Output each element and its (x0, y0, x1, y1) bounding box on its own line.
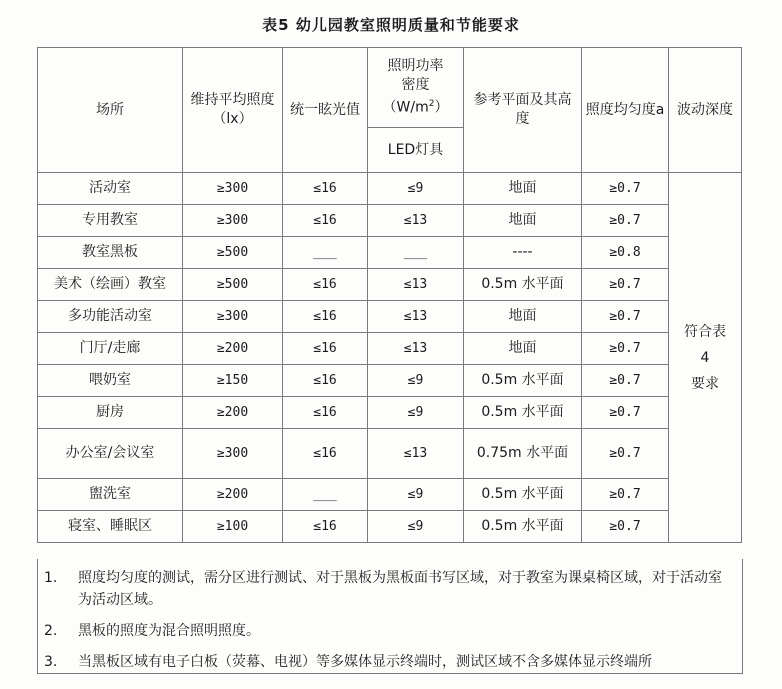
cell-ugr: ___ (283, 479, 368, 511)
cell-uniformity: ≥0.7 (582, 269, 669, 301)
cell-reference: 0.5m 水平面 (464, 269, 582, 301)
cell-reference: ---- (464, 237, 582, 269)
table-row (38, 365, 742, 397)
cell-uniformity: ≥0.7 (582, 479, 669, 511)
cell-reference: 0.5m 水平面 (464, 365, 582, 397)
header-place: 场所 (38, 48, 183, 173)
cell-lpd: ≤13 (368, 333, 464, 365)
cell-uniformity: ≥0.7 (582, 173, 669, 205)
cell-illuminance: ≥200 (183, 479, 283, 511)
cell-place: 教室黑板 (38, 237, 183, 269)
table-row (38, 237, 742, 269)
cell-ugr: ≤16 (283, 269, 368, 301)
cell-ugr: ≤16 (283, 301, 368, 333)
cell-uniformity: ≥0.7 (582, 365, 669, 397)
header-reference: 参考平面及其高度 (464, 48, 582, 173)
cell-reference: 0.75m 水平面 (464, 429, 582, 479)
cell-place: 盥洗室 (38, 479, 183, 511)
table-row (38, 301, 742, 333)
table-row (38, 333, 742, 365)
cell-place: 美术（绘画）教室 (38, 269, 183, 301)
cell-illuminance: ≥500 (183, 237, 283, 269)
cell-ugr: ≤16 (283, 173, 368, 205)
cell-place: 多功能活动室 (38, 301, 183, 333)
cell-fluctuation-merged: 符合表 4 要求 (669, 173, 742, 543)
cell-ugr: ≤16 (283, 365, 368, 397)
cell-reference: 地面 (464, 173, 582, 205)
note-item: 2. 黑板的照度为混合照明照度。 (44, 623, 260, 639)
cell-uniformity: ≥0.7 (582, 333, 669, 365)
header-lpd-line2: 密度 (401, 77, 430, 94)
cell-illuminance: ≥300 (183, 301, 283, 333)
cell-ugr: ___ (283, 237, 368, 269)
cell-uniformity: ≥0.7 (582, 397, 669, 429)
table-row (38, 511, 742, 543)
cell-illuminance: ≥200 (183, 333, 283, 365)
cell-place: 活动室 (38, 173, 183, 205)
cell-place: 专用教室 (38, 205, 183, 237)
cell-lpd: ≤9 (368, 365, 464, 397)
cell-reference: 0.5m 水平面 (464, 479, 582, 511)
cell-ugr: ≤16 (283, 397, 368, 429)
header-lpd-sub: LED灯具 (368, 128, 464, 173)
note-item: 3. 当黑板区域有电子白板（荧幕、电视）等多媒体显示终端时，测试区域不含多媒体显示终端所 (44, 654, 652, 670)
table-row (38, 205, 742, 237)
cell-lpd: ≤9 (368, 479, 464, 511)
header-lpd-unit: $(W/m^2)$ (382, 99, 449, 116)
cell-illuminance: ≥150 (183, 365, 283, 397)
cell-illuminance: ≥100 (183, 511, 283, 543)
cell-reference: 地面 (464, 333, 582, 365)
cell-reference: 地面 (464, 205, 582, 237)
note-item: 1. 照度均匀度的测试，需分区进行测试、对于黑板为黑板面书写区域，对于教室为课桌椅区域，对于活动室为活动区域。 (44, 570, 722, 608)
cell-illuminance: ≥300 (183, 173, 283, 205)
table-row (38, 269, 742, 301)
header-lpd (368, 48, 464, 128)
header-lpd-line1: 照明功率 (387, 58, 444, 75)
cell-reference: 0.5m 水平面 (464, 511, 582, 543)
cell-place: 门厅/走廊 (38, 333, 183, 365)
header-row (38, 48, 742, 128)
cell-lpd: ≤13 (368, 429, 464, 479)
header-uniformity: 照度均匀度a (582, 48, 669, 173)
cell-lpd: ≤13 (368, 301, 464, 333)
cell-reference: 地面 (464, 301, 582, 333)
cell-uniformity: ≥0.7 (582, 429, 669, 479)
cell-lpd: ≤9 (368, 397, 464, 429)
cell-illuminance: ≥500 (183, 269, 283, 301)
cell-illuminance: ≥300 (183, 205, 283, 237)
cell-reference: 0.5m 水平面 (464, 397, 582, 429)
notes-section (37, 559, 743, 674)
header-fluctuation: 波动深度 (669, 48, 742, 173)
cell-lpd: ≤9 (368, 511, 464, 543)
cell-lpd: ≤13 (368, 205, 464, 237)
cell-lpd: ≤13 (368, 269, 464, 301)
cell-place: 喂奶室 (38, 365, 183, 397)
cell-ugr: ≤16 (283, 333, 368, 365)
cell-lpd: ___ (368, 237, 464, 269)
cell-illuminance: ≥300 (183, 429, 283, 479)
cell-ugr: ≤16 (283, 429, 368, 479)
cell-uniformity: ≥0.7 (582, 205, 669, 237)
table-row (38, 397, 742, 429)
cell-place: 办公室/会议室 (38, 429, 183, 479)
cell-illuminance: ≥200 (183, 397, 283, 429)
cell-ugr: ≤16 (283, 205, 368, 237)
lighting-requirements-table (37, 47, 742, 543)
header-ugr: 统一眩光值 (283, 48, 368, 173)
cell-uniformity: ≥0.7 (582, 301, 669, 333)
cell-ugr: ≤16 (283, 511, 368, 543)
cell-place: 寝室、睡眠区 (38, 511, 183, 543)
cell-uniformity: ≥0.7 (582, 511, 669, 543)
table-row (38, 479, 742, 511)
header-illuminance: 维持平均照度（lx） (183, 48, 283, 173)
table-row (38, 429, 742, 479)
cell-uniformity: ≥0.8 (582, 237, 669, 269)
table-row (38, 173, 742, 205)
cell-lpd: ≤9 (368, 173, 464, 205)
table-title: 表5 幼儿园教室照明质量和节能要求 (262, 16, 520, 34)
cell-place: 厨房 (38, 397, 183, 429)
